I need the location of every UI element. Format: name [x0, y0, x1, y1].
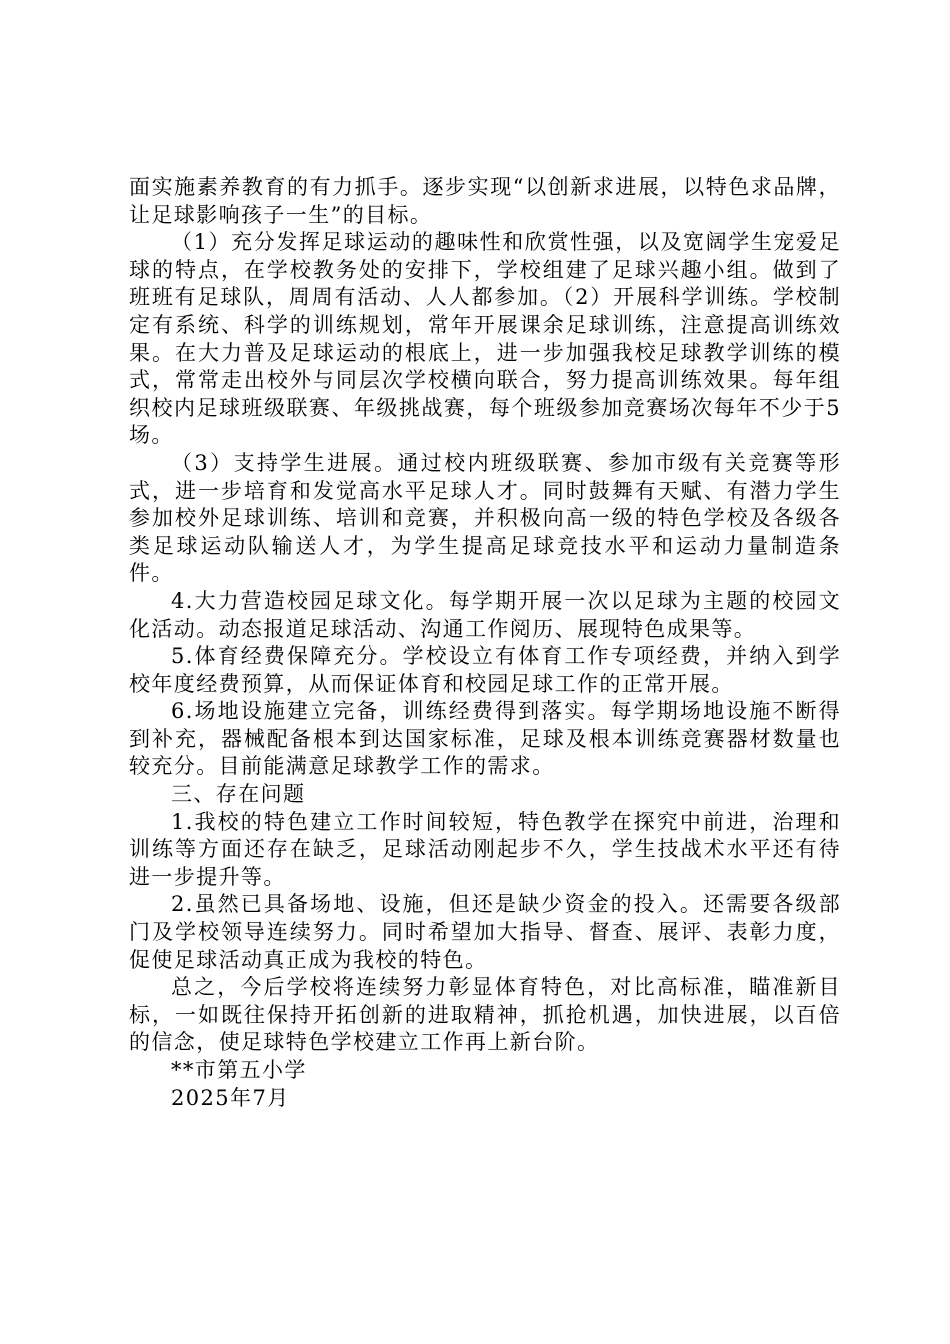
paragraph-conclusion: 总之，今后学校将连续努力彰显体育特色，对比高标准，瞄准新目标，一如既往保持开拓创新的进取精神，抓抢机遇，加快进展，以百倍的信念，使足球特色学校建立工作再上新台阶。	[129, 975, 841, 1055]
paragraph-funding-guarantee: 5.体育经费保障充分。学校设立有体育工作专项经费，并纳入到学校年度经费预算，从而保证体育和校园足球工作的正常开展。	[129, 644, 841, 696]
paragraph-facilities: 6.场地设施建立完备，训练经费得到落实。每学期场地设施不断得到补充，器械配备根本到达国家标准，足球及根本训练竞赛器材数量也较充分。目前能满意足球教学工作的需求。	[129, 699, 841, 779]
paragraph-problem-2: 2.虽然已具备场地、设施，但还是缺少资金的投入。还需要各级部门及学校领导连续努力。同时希望加大指导、督查、展评、表彰力度，促使足球活动真正成为我校的特色。	[129, 892, 841, 972]
document-body	[129, 174, 841, 1112]
paragraph-football-groups-and-training: （1）充分发挥足球运动的趣味性和欣赏性强，以及宽阔学生宠爱足球的特点，在学校教务处的安排下，学校组建了足球兴趣小组。做到了班班有足球队，周周有活动、人人都参加。（2）开展科学训练。学校制定有系统、科学的训练规划，常年开展课余足球训练，注意提高训练效果。在大力普及足球运动的根底上，进一步加强我校足球教学训练的模式，常常走出校外与同层次学校横向联合，努力提高训练效果。每年组织校内足球班级联赛、年级挑战赛，每个班级参加竞赛场次每年不少于5场。	[129, 230, 841, 448]
signature-school-name: **市第五小学	[171, 1058, 307, 1082]
signature-date: 2025年7月	[171, 1085, 290, 1110]
paragraph-intro-continuation: 面实施素养教育的有力抓手。逐步实现“以创新求进展，以特色求品牌，让足球影响孩子一生”的目标。	[129, 175, 841, 227]
paragraph-problem-1: 1.我校的特色建立工作时间较短，特色教学在探究中前进，治理和训练等方面还存在缺乏，足球活动刚起步不久，学生技战术水平还有待进一步提升等。	[129, 809, 841, 889]
section-heading-problems: 三、存在问题	[171, 782, 306, 807]
paragraph-campus-football-culture: 4.大力营造校园足球文化。每学期开展一次以足球为主题的校园文化活动。动态报道足球活动、沟通工作阅历、展现特色成果等。	[129, 588, 841, 641]
paragraph-student-development: （3）支持学生进展。通过校内班级联赛、参加市级有关竞赛等形式，进一步培育和发觉高水平足球人才。同时鼓舞有天赋、有潜力学生参加校外足球训练、培训和竞赛，并积极向高一级的特色学校及各级各类足球运动队输送人才，为学生提高足球竞技水平和运动力量制造条件。	[129, 450, 841, 586]
